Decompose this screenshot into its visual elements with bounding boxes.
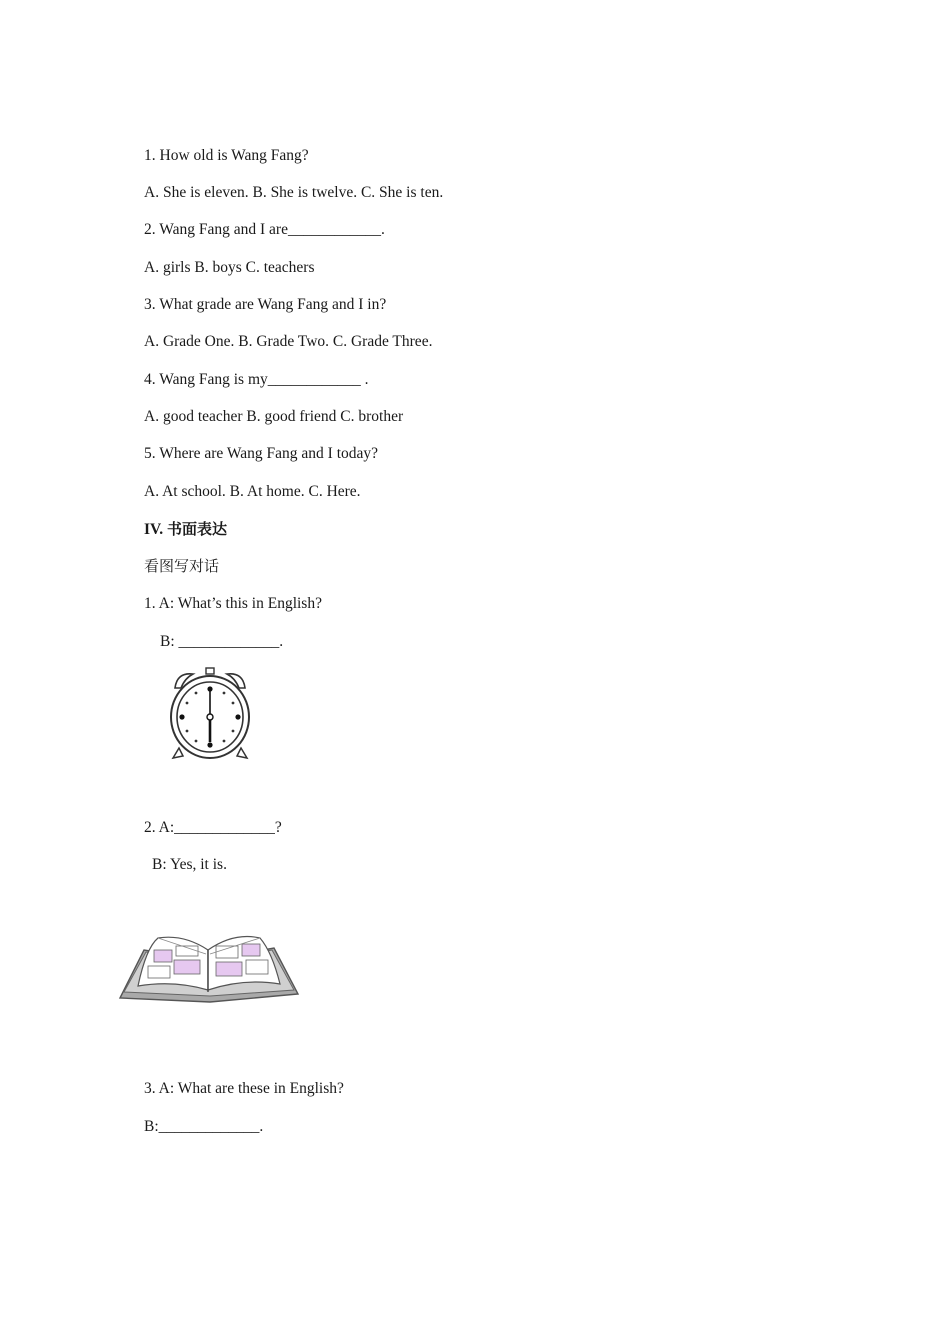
dialog-1-question: 1. A: What’s this in English?	[144, 595, 322, 612]
question-2: 2. Wang Fang and I are____________.	[144, 221, 385, 238]
dialog-2-question: 2. A:_____________?	[144, 819, 282, 836]
question-4: 4. Wang Fang is my____________ .	[144, 371, 369, 388]
dialog-2-answer: B: Yes, it is.	[152, 856, 227, 873]
dialog-1-answer: B: _____________.	[160, 633, 284, 650]
question-1-options: A. She is eleven. B. She is twelve. C. She is ten.	[144, 184, 444, 201]
question-3-options: A. Grade One. B. Grade Two. C. Grade Three.	[144, 333, 433, 350]
section-instruction: 看图写对话	[144, 557, 220, 575]
open-book-icon	[118, 928, 300, 1004]
question-4-options: A. good teacher B. good friend C. brother	[144, 408, 404, 425]
question-5-options: A. At school. B. At home. C. Here.	[144, 483, 361, 500]
question-2-options: A. girls B. boys C. teachers	[144, 259, 315, 276]
section-numeral: IV.	[144, 521, 164, 538]
question-5: 5. Where are Wang Fang and I today?	[144, 445, 379, 462]
dialog-3-answer: B:_____________.	[144, 1118, 264, 1135]
question-3: 3. What grade are Wang Fang and I in?	[144, 296, 387, 313]
section-title: 书面表达	[166, 520, 227, 538]
dialog-3-question: 3. A: What are these in English?	[144, 1080, 344, 1097]
section-heading	[144, 519, 227, 540]
alarm-clock-icon	[165, 664, 255, 762]
question-1: 1. How old is Wang Fang?	[144, 147, 309, 164]
